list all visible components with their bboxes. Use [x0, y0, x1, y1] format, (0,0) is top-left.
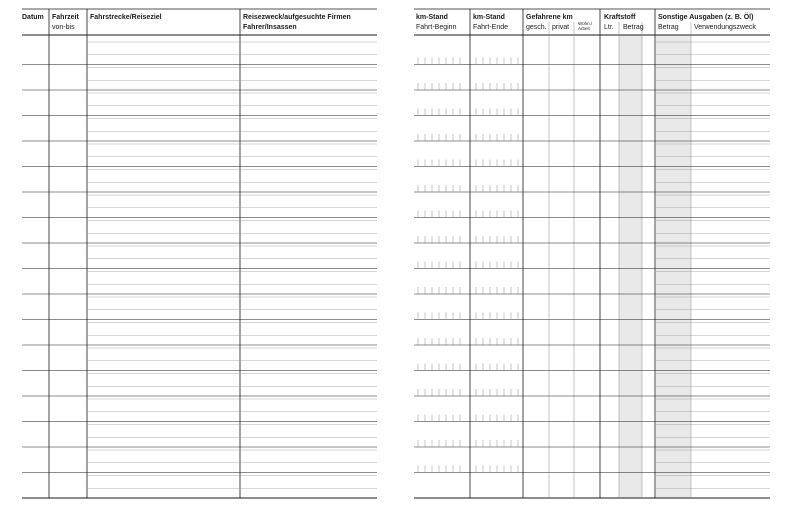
shaded-sonstige-column: [656, 35, 691, 498]
header-gesch-label: gesch.: [526, 24, 547, 31]
header-sonstige: [658, 13, 753, 23]
header-sonstige-betrag: [658, 23, 679, 33]
right-page-grid: [410, 0, 800, 507]
right-page: [410, 0, 800, 507]
header-betrag-1-label: Betrag: [623, 24, 644, 31]
header-km-stand-ende: [473, 13, 508, 33]
header-datum-label: Datum: [22, 14, 44, 21]
header-reisezweck: [243, 13, 351, 33]
header-arbeit-label: Arbeit: [578, 26, 590, 31]
header-km-stand-2-label: km-Stand: [473, 14, 505, 21]
header-gefahrene-km: [526, 13, 573, 23]
header-fahrer-label: Fahrer/Insassen: [243, 24, 297, 31]
header-reisezweck-label: Reisezweck/aufgesuchte Firmen: [243, 14, 351, 21]
header-fahrzeit: [52, 13, 79, 33]
header-fahrt-beginn-label: Fahrt-Beginn: [416, 24, 457, 31]
header-km-stand-beginn: [416, 13, 456, 33]
header-sonstige-label: Sonstige Ausgaben (z. B. Öl): [658, 14, 754, 21]
header-privat: [552, 23, 569, 33]
header-wohn-label: Wohn./: [578, 21, 593, 26]
header-km-stand-1-label: km-Stand: [416, 14, 448, 21]
shaded-betrag-column: [619, 35, 642, 498]
header-verwendungszweck-label: Verwendungszweck: [694, 24, 756, 31]
header-verwendungszweck: [694, 23, 756, 33]
header-privat-label: privat: [552, 24, 570, 31]
header-gesch: [526, 23, 547, 33]
left-page-grid: [0, 0, 390, 507]
header-wohn-arbeit: [578, 21, 592, 31]
header-datum: [22, 13, 44, 23]
header-fahrzeit-label: Fahrzeit: [52, 14, 79, 21]
header-fahrt-ende-label: Fahrt-Ende: [473, 24, 509, 31]
left-page: [0, 0, 390, 507]
header-kraftstoff-label: Kraftstoff: [604, 14, 636, 21]
header-ltr: [604, 23, 614, 33]
header-gefahrene-km-label: Gefahrene km: [526, 14, 573, 21]
header-betrag-2-label: Betrag: [658, 24, 679, 31]
header-kraftstoff-betrag: [623, 23, 644, 33]
header-fahrstrecke: [90, 13, 162, 23]
header-kraftstoff: [604, 13, 636, 23]
header-fahrstrecke-label: Fahrstrecke/Reiseziel: [90, 14, 162, 21]
header-ltr-label: Ltr.: [604, 24, 614, 31]
header-von-bis-label: von-bis: [52, 24, 75, 31]
